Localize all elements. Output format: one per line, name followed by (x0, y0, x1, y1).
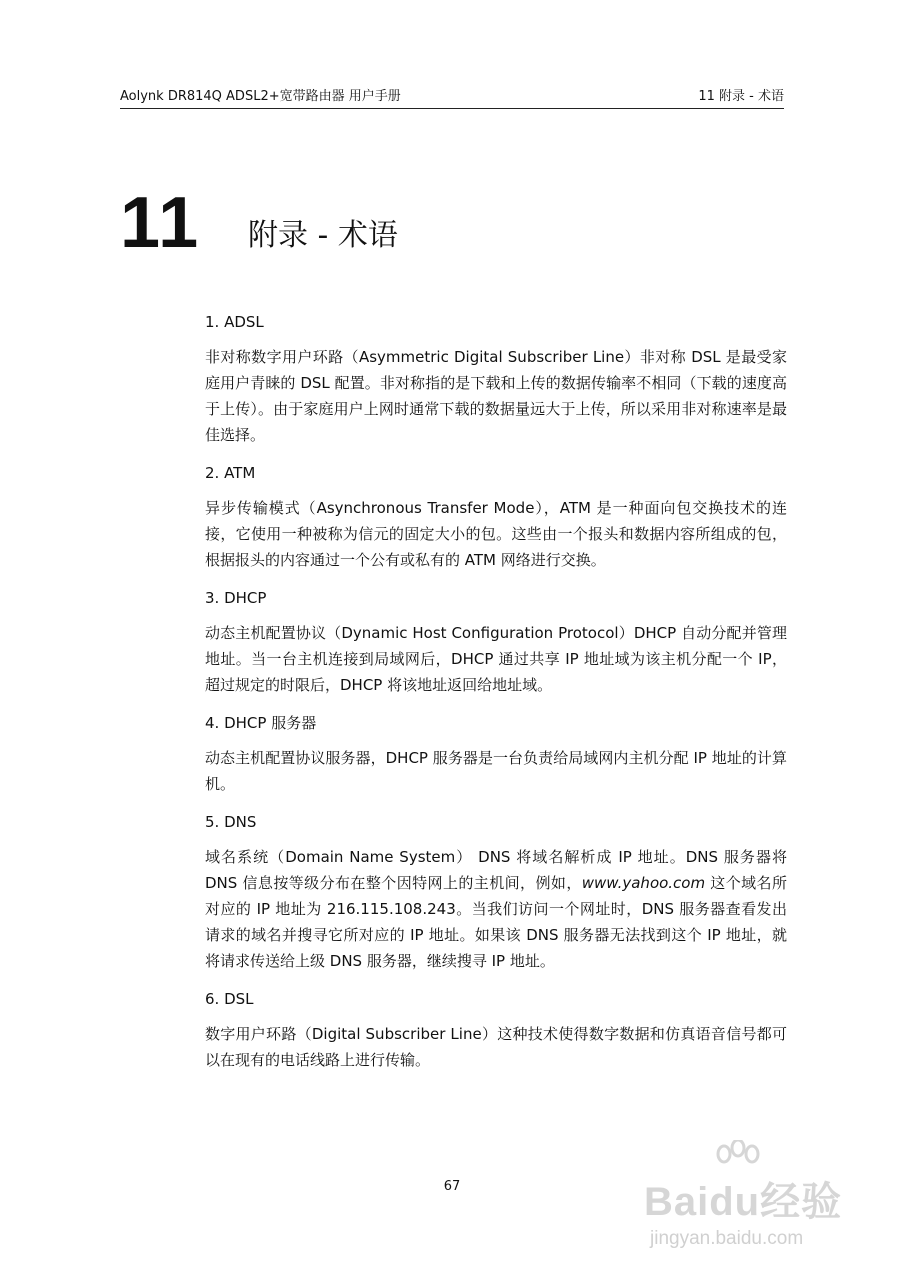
description-text: 域名系统（Domain Name System） DNS 将域名解析成 IP 地址。DNS 服务器将 DNS 信息按等级分布在整个因特网上的主机间，例如， (205, 848, 787, 892)
header-chapter-title: 11 附录 - 术语 (698, 89, 784, 104)
term-description: 异步传输模式（Asynchronous Transfer Mode），ATM 是一种面向包交换技术的连接，它使用一种被称为信元的固定大小的包。这些由一个报头和数据内容所组成的包，根据报头的内容通过一个公有或私有的 ATM 网络进行交换。 (205, 499, 787, 569)
page-number: 67 (443, 1179, 461, 1194)
glossary-entry-atm (205, 461, 787, 573)
chapter-number: 11 (120, 183, 201, 263)
description-text: 这个域名所对应的 IP 地址为 216.115.108.243。当我们访问一个网址时，DNS 服务器查看发出请求的域名并搜寻它所对应的 IP 地址。如果该 DNS 服务器无法找到这个 IP 地址，就将请求传送给上级 DNS 服务器，继续搜寻 IP 地址。 (205, 874, 787, 970)
example-url: www.yahoo.com (581, 874, 706, 892)
baidu-watermark (640, 1140, 870, 1270)
term-heading: 4. DHCP 服务器 (205, 714, 317, 732)
watermark-url: jingyan.baidu.com (650, 1228, 804, 1249)
term-description: 数字用户环路（Digital Subscriber Line）这种技术使得数字数据和仿真语音信号都可以在现有的电话线路上进行传输。 (205, 1025, 787, 1069)
watermark-brand: Baidu经验 (644, 1180, 843, 1224)
term-description: 动态主机配置协议（Dynamic Host Configuration Protocol）DHCP 自动分配并管理地址。当一台主机连接到局域网后，DHCP 通过共享 IP 地址域为该主机分配一个 IP，超过规定的时限后，DHCP 将该地址返回给地址域。 (205, 624, 787, 694)
glossary-entry-dsl (205, 987, 787, 1073)
term-heading: 6. DSL (205, 990, 254, 1008)
term-heading: 2. ATM (205, 464, 256, 482)
glossary-entry-adsl (205, 310, 787, 448)
term-heading: 1. ADSL (205, 313, 264, 331)
glossary-entry-dhcp (205, 586, 787, 698)
chapter-title: 附录 - 术语 (248, 218, 398, 253)
term-description: 动态主机配置协议服务器，DHCP 服务器是一台负责给局域网内主机分配 IP 地址的计算机。 (205, 749, 787, 793)
term-description (205, 844, 787, 974)
page-header (120, 86, 784, 109)
glossary-entry-dhcp-server (205, 711, 787, 797)
term-heading: 5. DNS (205, 813, 257, 831)
glossary-content (205, 310, 787, 1086)
term-heading: 3. DHCP (205, 589, 267, 607)
header-manual-title: Aolynk DR814Q ADSL2+宽带路由器 用户手册 (120, 89, 401, 104)
term-description: 非对称数字用户环路（Asymmetric Digital Subscriber Line）非对称 DSL 是最受家庭用户青睐的 DSL 配置。非对称指的是下载和上传的数据传输率不相同（下载的速度高于上传）。由于家庭用户上网时通常下载的数据量远大于上传，所以采用非对称速率是最佳选择。 (205, 348, 787, 444)
glossary-entry-dns (205, 810, 787, 974)
